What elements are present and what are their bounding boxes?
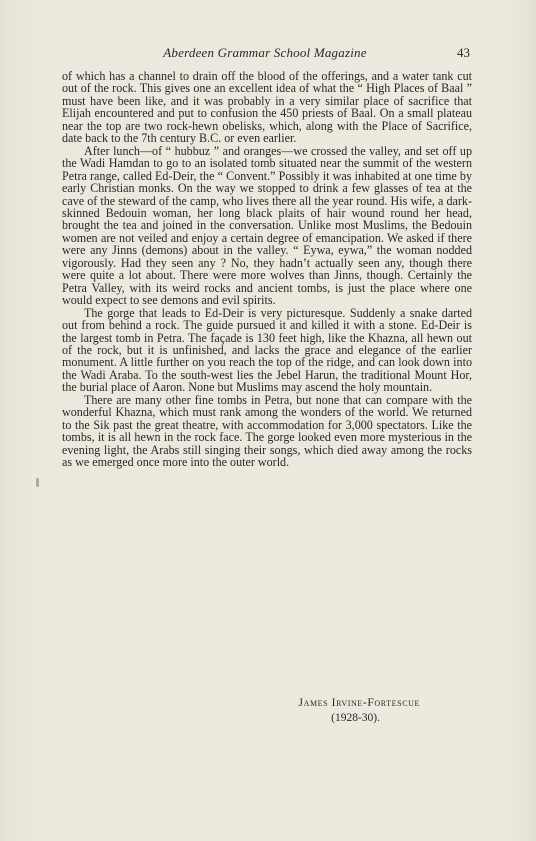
page-number: 43 <box>457 45 470 60</box>
paragraph-2: After lunch—of “ hubbuz ” and oranges—we crossed the valley, and set off up the Wadi Hamdan to go to an isolated tomb situated near the summit of the western Petra range, called Ed-Deir, the “ Convent.” Possibly it was inhabited at one time by early Christian monks. On the way we stopped to drink a few glasses of tea at the cave of the steward of the camp, who lives there all the year round. His wife, a dark-skinned Bedouin woman, her long black plaits of hair wound round her head, brought the tea and joined in the conversation. Unlike most Muslims, the Bedouin women are not veiled and enjoy a certain degree of emancipation. We asked if there were any Jinns (demons) about in the valley. “ Eywa, eywa,” the woman nodded vigorously. Had they seen any ? No, they hadn’t actually seen any, though there were quite a lot about. There were more wolves than Jinns, though. Certainly the Petra Valley, with its weird rocks and ancient tombs, is just the place where one would expect to see demons and evil spirits. <box>62 143 472 308</box>
paragraph-3: The gorge that leads to Ed-Deir is very picturesque. Suddenly a snake darted out from behind a rock. The guide pursued it and killed it with a stone. Ed-Deir is the largest tomb in Petra. The façade is 130 feet high, like the Khazna, all hewn out of the rock, but it is unfinished, and lacks the grace and elegance of the earlier monument. A little further on you reach the top of the ridge, and can look down into the Wadi Araba. To the south-west lies the Jebel Harun, the traditional Mount Hor, the burial place of Aaron. None but Muslims may ascend the holy mountain. <box>62 305 472 395</box>
running-header <box>60 45 470 63</box>
paragraph-4: There are many other fine tombs in Petra, but none that can compare with the wonderful Khazna, which must rank among the wonders of the world. We returned to the Sik past the great theatre, with accommodation for 3,000 spectators. Like the tombs, it is all hewn in the rock face. The gorge looked even more mysterious in the evening light, the Arabs still singing their songs, which died away among the rocks as we emerged once more into the outer world. <box>62 392 472 470</box>
margin-mark <box>36 478 39 487</box>
author-years: (1928-30). <box>331 712 380 724</box>
author-signature <box>62 697 472 737</box>
paragraph-1: of which has a channel to drain off the blood of the offerings, and a water tank cut out of the rock. This gives one an excellent idea of what the “ High Places of Baal ” must have been like, and it was probably in a very similar place of sacrifice that Elijah encountered and put to confusion the 450 priests of Baal. On a small plateau near the top are two rock-hewn obelisks, which, along with the Place of Sacrifice, date back to the 7th century B.C. or even earlier. <box>62 69 472 146</box>
author-name: James Irvine-Fortescue <box>298 697 420 709</box>
magazine-title: Aberdeen Grammar School Magazine <box>163 45 367 60</box>
article-body <box>62 70 472 469</box>
